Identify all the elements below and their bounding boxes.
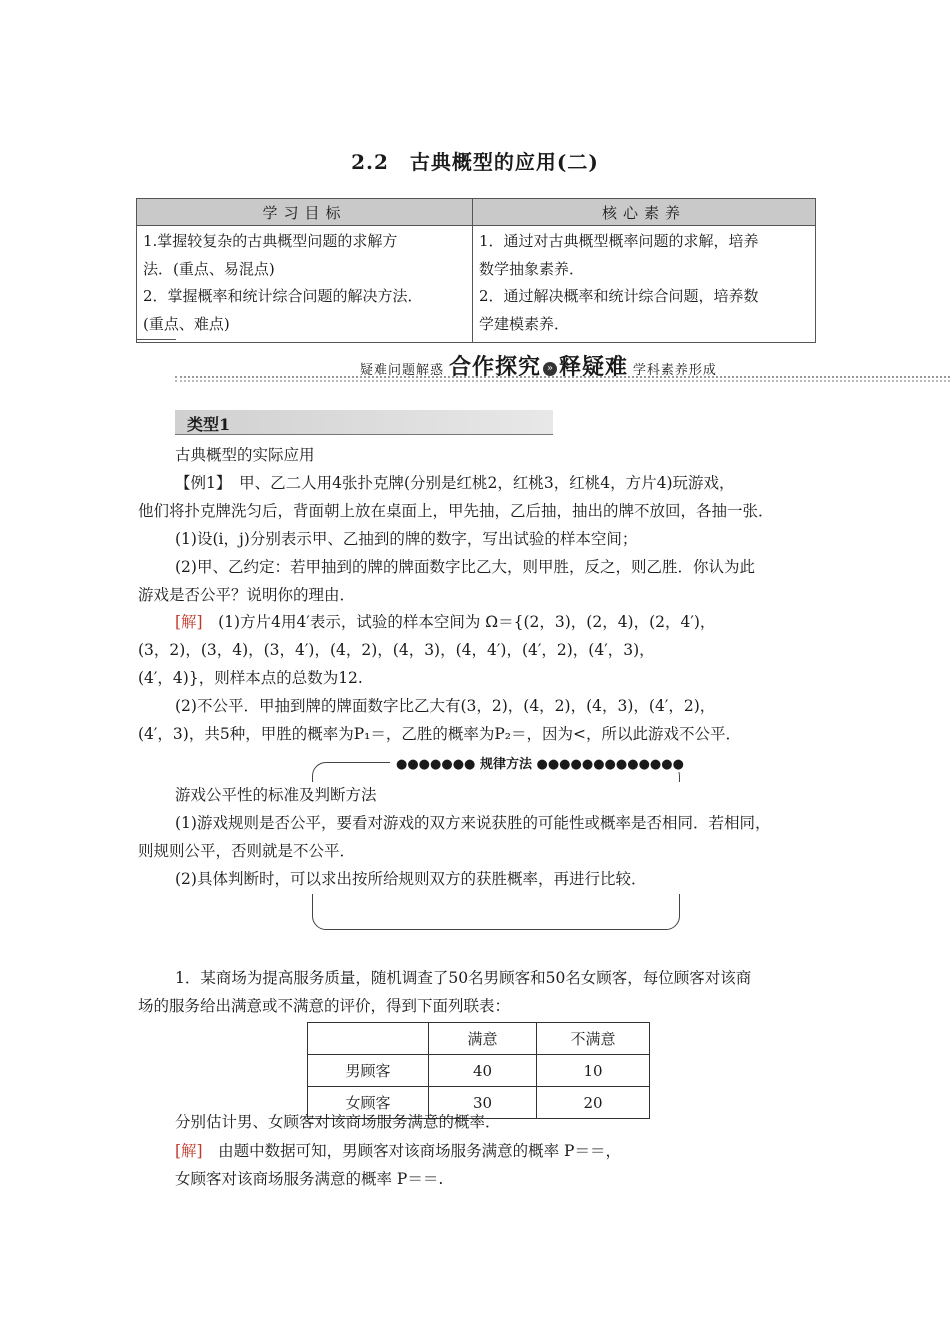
banner-right-text: 学科素养形成 bbox=[632, 363, 717, 378]
goals-literacy-line: 1．通过对古典概型概率问题的求解，培养 bbox=[479, 232, 759, 250]
solution-line: 女顾客对该商场服务满意的概率 P＝＝. bbox=[175, 1170, 444, 1188]
example-text: 甲、乙二人用4张扑克牌(分别是红桃2，红桃3，红桃4，方片4)玩游戏， bbox=[239, 474, 735, 492]
example-line: 他们将扑克牌洗匀后，背面朝上放在桌面上，甲先抽，乙后抽，抽出的牌不放回，各抽一张． bbox=[138, 502, 774, 520]
table-row-label: 女顾客 bbox=[308, 1087, 429, 1119]
example-line: 游戏是否公平？说明你的理由． bbox=[138, 586, 356, 604]
goals-learning-cell bbox=[137, 226, 473, 343]
arrow-icon: » bbox=[543, 362, 557, 376]
goals-literacy-cell bbox=[473, 226, 816, 343]
goals-header-learning: 学习目标 bbox=[137, 199, 473, 226]
solution-line: (3，2)，(3，4)，(3，4′)，(4，2)，(4，3)，(4，4′)，(4′，2)，(4′，3)， bbox=[138, 641, 655, 659]
section-title: 古典概型的实际应用 bbox=[175, 446, 315, 464]
page-title: 2.2 古典概型的应用(二) bbox=[351, 150, 599, 174]
solution-tag: [解] bbox=[175, 613, 203, 631]
example-line: (1)设(i，j)分别表示甲、乙抽到的牌的数字，写出试验的样本空间； bbox=[175, 530, 638, 548]
goals-literacy-line: 数学抽象素养． bbox=[479, 259, 585, 278]
goals-learning-line: (重点、难点) bbox=[143, 314, 230, 333]
example-line bbox=[175, 473, 735, 493]
goals-learning-line: 2．掌握概率和统计综合问题的解决方法． bbox=[143, 287, 423, 305]
method-line: 游戏公平性的标准及判断方法 bbox=[175, 786, 377, 804]
type-label: 类型1 bbox=[187, 415, 231, 434]
divider bbox=[136, 339, 176, 340]
solution-text: 由题中数据可知，男顾客对该商场服务满意的概率 P＝＝， bbox=[218, 1142, 621, 1160]
table-cell: 40 bbox=[429, 1055, 537, 1087]
solution-text: (1)方片4用4′表示，试验的样本空间为 Ω＝{(2，3)，(2，4)，(2，4′)， bbox=[218, 613, 716, 631]
banner-main-1: 合作探究 bbox=[448, 355, 541, 380]
solution-line bbox=[175, 612, 715, 632]
solution-line: (2)不公平．甲抽到牌的牌面数字比乙大有(3，2)，(4，2)，(4，3)，(4′，2)， bbox=[175, 697, 716, 715]
solution-line: (4′，4)}，则样本点的总数为12. bbox=[138, 669, 363, 687]
goals-literacy-line: 学建模素养． bbox=[479, 314, 570, 333]
divider bbox=[175, 380, 950, 382]
method-line: (2)具体判断时，可以求出按所给规则双方的获胜概率，再进行比较． bbox=[175, 870, 647, 888]
table-header-cell: 不满意 bbox=[537, 1023, 650, 1055]
table-header-cell: 满意 bbox=[429, 1023, 537, 1055]
exercise-line: 1．某商场为提高服务质量，随机调查了50名男顾客和50名女顾客，每位顾客对该商 bbox=[175, 969, 752, 987]
goals-learning-line: 1.掌握较复杂的古典概型问题的求解方 bbox=[143, 232, 398, 250]
goals-learning-line: 法．(重点、易混点) bbox=[143, 259, 275, 278]
table-row-label: 男顾客 bbox=[308, 1055, 429, 1087]
banner-left-text: 疑难问题解惑 bbox=[360, 363, 445, 378]
goals-literacy-line: 2．通过解决概率和统计综合问题，培养数 bbox=[479, 287, 759, 305]
solution-line: (4′，3)，共5种，甲胜的概率为P₁＝，乙胜的概率为P₂＝，因为<，所以此游戏不公平． bbox=[138, 725, 741, 743]
method-tag-label: 规律方法 bbox=[479, 757, 532, 772]
solution-tag: [解] bbox=[175, 1142, 203, 1160]
table-cell bbox=[308, 1023, 429, 1055]
divider bbox=[175, 376, 950, 378]
example-line: (2)甲、乙约定：若甲抽到的牌的牌面数字比乙大，则甲胜，反之，则乙胜．你认为此 bbox=[175, 558, 755, 576]
table-cell: 20 bbox=[537, 1087, 650, 1119]
method-line: 则规则公平，否则就是不公平． bbox=[138, 842, 356, 860]
table-row bbox=[308, 1055, 650, 1087]
exercise-line: 场的服务给出满意或不满意的评价，得到下面列联表： bbox=[138, 997, 511, 1015]
method-line: (1)游戏规则是否公平，要看对游戏的双方来说获胜的可能性或概率是否相同．若相同， bbox=[175, 814, 771, 832]
method-tag: ●●●●●●● 规律方法 ●●●●●●●●●●●●● bbox=[390, 753, 690, 772]
solution-line bbox=[175, 1141, 621, 1161]
example-tag: 【例1】 bbox=[175, 474, 224, 492]
table-cell: 30 bbox=[429, 1087, 537, 1119]
exercise-line: 分别估计男、女顾客对该商场服务满意的概率． bbox=[175, 1113, 501, 1131]
table-row bbox=[308, 1023, 650, 1055]
type-bar bbox=[175, 410, 553, 435]
goals-table bbox=[136, 198, 816, 343]
goals-header-literacy: 核心素养 bbox=[473, 199, 816, 226]
survey-table bbox=[307, 1022, 650, 1119]
table-cell: 10 bbox=[537, 1055, 650, 1087]
banner-main-2: 释疑难 bbox=[558, 355, 628, 380]
